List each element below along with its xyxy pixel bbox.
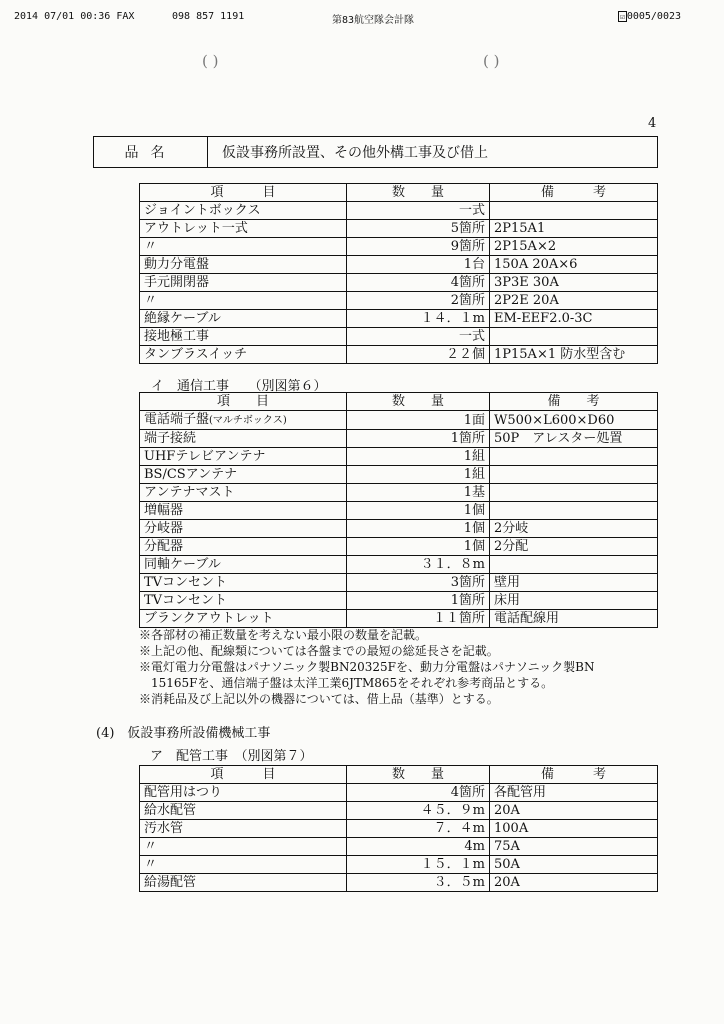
cell-item: 手元開閉器 (140, 274, 347, 292)
fax-page: ☑ 0005/0023 (620, 11, 682, 22)
cell-item-text: アンテナマスト (144, 485, 235, 500)
item-name-label: 品名 (94, 137, 208, 167)
cell-quantity: 一式 (347, 202, 490, 220)
cell-quantity: 3箇所 (347, 574, 490, 592)
cell-remarks: 50P アレスター処置 (490, 430, 658, 448)
cell-item-text: 同軸ケーブル (144, 557, 221, 572)
cell-item: 接地極工事 (140, 328, 347, 346)
header-quantity: 数 量 (347, 393, 490, 411)
header-quantity: 数 量 (347, 766, 490, 784)
cell-remarks: 20A (490, 874, 658, 892)
note-line: ※各部材の補正数量を考えない最小限の数量を記載。 (139, 628, 428, 642)
cell-remarks: 2P15A×2 (490, 238, 658, 256)
cell-item-text: 分岐器 (144, 521, 184, 536)
cell-remarks: 電話配線用 (490, 610, 658, 628)
cell-remarks: 2P2E 20A (490, 292, 658, 310)
cell-remarks (490, 466, 658, 484)
cell-item (140, 592, 347, 610)
cell-remarks: 2P15A1 (490, 220, 658, 238)
cell-quantity: ３．５m (347, 874, 490, 892)
table-row (140, 838, 658, 856)
table-row (140, 274, 658, 292)
cell-remarks: 壁用 (490, 574, 658, 592)
cell-item-text: ブランクアウトレット (144, 611, 274, 626)
cell-quantity: 1箇所 (347, 592, 490, 610)
header-remarks: 備 考 (490, 766, 658, 784)
table-row (140, 238, 658, 256)
cell-item (140, 538, 347, 556)
cell-item: 〃 (140, 238, 347, 256)
cell-quantity: 1組 (347, 448, 490, 466)
item-name-box (93, 136, 658, 168)
table-row (140, 346, 658, 364)
cell-quantity: ３１．８m (347, 556, 490, 574)
cell-item (140, 430, 347, 448)
table-header-row (140, 184, 658, 202)
cell-item-text: TVコンセント (144, 575, 228, 590)
section-communication-heading: イ 通信工事 （別図第６） (151, 379, 327, 394)
cell-item-text: BS/CSアンテナ (144, 467, 238, 482)
table-row (140, 202, 658, 220)
table-row (140, 820, 658, 838)
cell-remarks: 2分岐 (490, 520, 658, 538)
equipment-table-electrical (139, 183, 658, 364)
cell-remarks: 75A (490, 838, 658, 856)
cell-quantity: １５．１m (347, 856, 490, 874)
note-line: ※消耗品及び上記以外の機器については、借上品（基準）とする。 (139, 692, 499, 706)
note-line: ※電灯電力分電盤はパナソニック製BN20325Fを、動力分電盤はパナソニック製BN (139, 660, 595, 674)
cell-item-text: 分配器 (144, 539, 184, 554)
cell-remarks: 床用 (490, 592, 658, 610)
cell-item-text: 電話端子盤 (144, 412, 210, 427)
cell-quantity: 4m (347, 838, 490, 856)
fax-number: 098 857 1191 (172, 11, 245, 22)
cell-quantity: 4箇所 (347, 784, 490, 802)
cell-quantity: 5箇所 (347, 220, 490, 238)
header-quantity: 数 量 (347, 184, 490, 202)
cell-item (140, 448, 347, 466)
cell-remarks (490, 484, 658, 502)
cell-item-text: TVコンセント (144, 593, 228, 608)
cell-quantity: 1面 (347, 411, 490, 430)
table-row (140, 411, 658, 430)
cell-remarks (490, 202, 658, 220)
table-header-row (140, 393, 658, 411)
cell-item: 動力分電盤 (140, 256, 347, 274)
cell-quantity: ７．４m (347, 820, 490, 838)
table-row (140, 292, 658, 310)
cell-item: 汚水管 (140, 820, 347, 838)
cell-quantity: 1個 (347, 520, 490, 538)
cell-item: アウトレット一式 (140, 220, 347, 238)
cell-item (140, 520, 347, 538)
note-line: ※上記の他、配線類については各盤までの最短の総延長さを記載。 (139, 644, 499, 658)
cell-quantity: 2箇所 (347, 292, 490, 310)
cell-item: 給湯配管 (140, 874, 347, 892)
item-name-value: 仮設事務所設置、その他外構工事及び借上 (222, 145, 488, 161)
cell-item-text: UHFテレビアンテナ (144, 449, 266, 464)
cell-item (140, 466, 347, 484)
table-header-row (140, 766, 658, 784)
section-4-heading: (4) 仮設事務所設備機械工事 (96, 726, 271, 741)
table-row (140, 556, 658, 574)
fax-sender: 第83航空隊会計隊 (332, 15, 415, 26)
table-row (140, 256, 658, 274)
cell-remarks: 2分配 (490, 538, 658, 556)
table-row (140, 430, 658, 448)
cell-item: ジョイントボックス (140, 202, 347, 220)
cell-item: 絶縁ケーブル (140, 310, 347, 328)
cell-item: 〃 (140, 838, 347, 856)
cell-item: 配管用はつり (140, 784, 347, 802)
cell-remarks: EM-EEF2.0-3C (490, 310, 658, 328)
cell-quantity: 1個 (347, 502, 490, 520)
cell-item (140, 484, 347, 502)
header-item: 項 目 (140, 393, 347, 411)
section-piping-heading: ア 配管工事 （別図第７） (150, 749, 313, 764)
header-item: 項 目 (140, 184, 347, 202)
table-row (140, 784, 658, 802)
cell-quantity: 9箇所 (347, 238, 490, 256)
cell-item: 〃 (140, 856, 347, 874)
table-row (140, 538, 658, 556)
cell-item: 給水配管 (140, 802, 347, 820)
cell-remarks: 20A (490, 802, 658, 820)
equipment-table-communication (139, 392, 658, 628)
table-row (140, 502, 658, 520)
punch-hole-left-icon: ( ) (202, 52, 219, 70)
table-row (140, 574, 658, 592)
cell-item (140, 556, 347, 574)
table-row (140, 328, 658, 346)
cell-item (140, 502, 347, 520)
fax-header (14, 11, 704, 27)
cell-quantity: ２２個 (347, 346, 490, 364)
punch-hole-right-icon: ( ) (483, 52, 500, 70)
cell-item: タンブラスイッチ (140, 346, 347, 364)
cell-remarks (490, 328, 658, 346)
table-row (140, 610, 658, 628)
cell-item-annotation: (マルチボックス) (209, 415, 287, 426)
cell-quantity: 1組 (347, 466, 490, 484)
table-row (140, 856, 658, 874)
table-row (140, 310, 658, 328)
note-line: 15165Fを、通信端子盤は太洋工業6JTM865をそれぞれ参考商品とする。 (139, 676, 554, 690)
cell-item-text: 増幅器 (144, 503, 184, 518)
fax-datetime: 2014 07/01 00:36 FAX (14, 11, 135, 22)
cell-remarks (490, 556, 658, 574)
cell-quantity: ４５．９m (347, 802, 490, 820)
fax-page-icon: ☑ (620, 12, 625, 21)
cell-quantity: 1基 (347, 484, 490, 502)
table-row (140, 874, 658, 892)
table-row (140, 484, 658, 502)
cell-remarks: W500×L600×D60 (490, 411, 658, 430)
cell-quantity: １１箇所 (347, 610, 490, 628)
cell-remarks: 3P3E 30A (490, 274, 658, 292)
table-row (140, 520, 658, 538)
cell-item (140, 574, 347, 592)
table-row (140, 802, 658, 820)
header-remarks: 備 考 (490, 393, 658, 411)
cell-item (140, 411, 347, 430)
cell-remarks (490, 448, 658, 466)
table-row (140, 448, 658, 466)
cell-quantity: 一式 (347, 328, 490, 346)
cell-remarks: 1P15A×1 防水型含む (490, 346, 658, 364)
cell-quantity: 1箇所 (347, 430, 490, 448)
cell-item-text: 端子接続 (144, 431, 197, 446)
header-remarks: 備 考 (490, 184, 658, 202)
table-row (140, 466, 658, 484)
cell-remarks: 各配管用 (490, 784, 658, 802)
page-number: 4 (648, 116, 657, 131)
cell-remarks: 50A (490, 856, 658, 874)
cell-item (140, 610, 347, 628)
cell-remarks (490, 502, 658, 520)
header-item: 項 目 (140, 766, 347, 784)
table-row (140, 592, 658, 610)
table-row (140, 220, 658, 238)
cell-item: 〃 (140, 292, 347, 310)
cell-remarks: 100A (490, 820, 658, 838)
equipment-table-piping (139, 765, 658, 892)
cell-remarks: 150A 20A×6 (490, 256, 658, 274)
cell-quantity: １４．１m (347, 310, 490, 328)
cell-quantity: 1台 (347, 256, 490, 274)
cell-quantity: 4箇所 (347, 274, 490, 292)
cell-quantity: 1個 (347, 538, 490, 556)
